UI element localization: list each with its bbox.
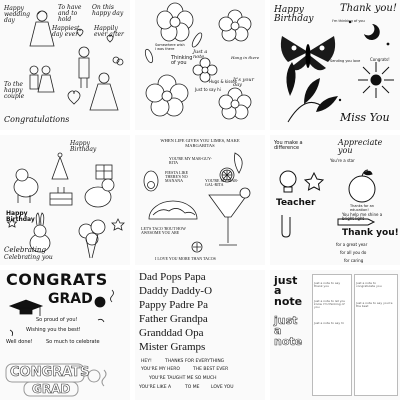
tile-wedding-stamps[interactable] <box>0 0 130 130</box>
phrase-happy-birthday: Happy Birthday <box>274 5 314 24</box>
phrase-its-your-day: It's your day <box>233 77 254 88</box>
note-line-5: Just a note to say you're the best <box>356 301 393 308</box>
tile-dad-stamps[interactable] <box>135 270 265 400</box>
phrase-miss-you: Miss You <box>340 111 390 124</box>
phrase-pappy-padre-pa: Pappy Padre Pa <box>139 299 209 311</box>
phrase-well-done: Well done! <box>6 339 33 345</box>
note-line-4: Just a note to congratulate you <box>356 281 382 288</box>
taco-illustrations <box>135 135 265 265</box>
phrase-to-have-and-to-hold: To have and to hold <box>58 4 82 23</box>
phrase-appreciate-you: Appreciate you <box>338 138 383 155</box>
note-card-2 <box>354 274 398 396</box>
tile-congrats-grad-stamps[interactable] <box>0 270 130 400</box>
phrase-granddad-opa: Granddad Opa <box>139 327 204 339</box>
phrase-happy-birthday-top: Happy Birthday <box>70 140 97 153</box>
phrase-mar-guy-rita: YOU'RE MY MAR-GUY-RITA <box>169 156 212 165</box>
phrase-celebrating-you: Celebrating you <box>4 254 53 261</box>
phrase-thinking-small: I'm thinking of you <box>332 19 365 23</box>
phrase-lets-taco: LET'S TACO 'BOUT HOW AWESOME YOU ARE <box>141 226 186 235</box>
note-line-1: Just a note to say thank you <box>314 281 341 288</box>
phrase-for-caring: for caring <box>344 258 364 263</box>
phrase-great-year: for a great year <box>336 242 368 247</box>
phrase-congratulations: Congratulations <box>4 115 70 124</box>
phrase-somewhere-wish: Somewhere wish I was there <box>155 43 185 51</box>
phrase-sending-love: Sending you love <box>330 59 361 63</box>
diecut-grad: GRAD <box>32 382 71 396</box>
phrase-so-much-celebrate: So much to celebrate <box>46 339 100 345</box>
phrase-happiest-day-ever: Happiest day ever <box>52 25 80 38</box>
flower-illustrations <box>135 0 265 130</box>
phrase-the-best-ever: THE BEST EVER <box>193 367 229 372</box>
phrase-taught-me: YOU'RE TAUGHT ME SO MUCH <box>149 376 217 381</box>
phrase-love-you: LOVE YOU <box>211 385 234 390</box>
phrase-all-you-do: for all you do <box>340 250 367 255</box>
note-card-1 <box>312 274 352 396</box>
phrase-when-life: WHEN LIFE GIVES YOU LIMES, MAKE MARGARITAS <box>160 138 240 148</box>
phrase-to-the-happy-couple: To the happy couple <box>4 81 25 100</box>
phrase-congrats-small: Congrats! <box>370 57 390 62</box>
grad-illustrations <box>0 270 130 400</box>
note-line-3: Just a note to say hi <box>314 321 344 325</box>
phrase-so-proud: So proud of you! <box>36 317 78 323</box>
phrase-thank-you: Thank you! <box>340 3 397 14</box>
phrase-mister-gramps: Mister Gramps <box>139 341 206 353</box>
phrase-youre-my-hero: YOU'RE MY HERO <box>141 367 180 372</box>
phrase-happily-ever-after: Happily ever after <box>94 25 124 38</box>
phrase-youre-a-star: You're a star <box>330 158 355 163</box>
phrase-thanks-education: Thanks for an education! <box>350 204 374 212</box>
phrase-just-to-say-hi: Just to say hi <box>195 87 221 92</box>
tile-moth-stamps[interactable] <box>270 0 400 130</box>
phrase-teacher: Teacher <box>276 198 316 208</box>
phrase-love-tacos: I LOVE YOU MORE THAN TACOS <box>155 256 216 261</box>
phrase-thanks-everything: THANKS FOR EVERYTHING <box>165 359 225 364</box>
tile-birthday-stamps[interactable] <box>0 135 130 265</box>
phrase-fiesta: FIESTA LIKE THERE'S NO MANANA <box>165 170 189 183</box>
tile-flower-stamps[interactable] <box>135 0 265 130</box>
phrase-thank-you-teacher: Thank you! <box>342 228 399 238</box>
phrase-hang-in-there: Hang in there <box>231 55 260 60</box>
phrase-youre-like-a: YOU'RE LIKE A <box>139 385 172 390</box>
phrase-make-a-difference: You make a difference <box>274 140 303 151</box>
phrase-thinking-of-you: Thinking of you <box>171 55 193 66</box>
diecut-congrats: CONGRATS <box>10 365 90 380</box>
phrase-grad: GRAD <box>48 291 93 307</box>
phrase-just-a-note: Just a note <box>193 49 208 60</box>
phrase-on-this-happy-day: On this happy day <box>92 4 124 17</box>
phrase-dad-pops-papa: Dad Pops Papa <box>139 271 206 283</box>
phrase-to-me: TO ME <box>185 385 200 390</box>
phrase-daddy-daddy-o: Daddy Daddy-O <box>139 285 213 297</box>
tile-taco-stamps[interactable] <box>135 135 265 265</box>
phrase-father-grandpa: Father Grandpa <box>139 313 208 325</box>
diecut-just-a-note: just a note <box>274 314 303 348</box>
phrase-just-a-note-title: just a note <box>274 274 303 308</box>
phrase-wishing-best: Wishing you the best! <box>26 327 81 333</box>
phrase-congrats: CONGRATS <box>6 270 108 289</box>
phrase-shine-bright: You help me shine a bright light <box>342 212 383 221</box>
tile-just-a-note-stamps[interactable] <box>270 270 400 400</box>
phrase-hugs-and-kisses: Hugs & kisses <box>209 79 237 84</box>
phrase-mar-gal-rita: YOU'RE MY MAR-GAL-RITA <box>205 178 239 187</box>
note-line-2: Just a note to let you know I'm thinking of you <box>314 299 346 309</box>
tile-teacher-stamps[interactable] <box>270 135 400 265</box>
phrase-happy-wedding-day: Happy wedding day <box>4 5 30 24</box>
phrase-hey: HEY! <box>141 359 152 364</box>
phrase-happy-birthday-block: Happy Birthday <box>6 210 35 223</box>
phrase-celebrating: Celebrating <box>4 246 46 254</box>
